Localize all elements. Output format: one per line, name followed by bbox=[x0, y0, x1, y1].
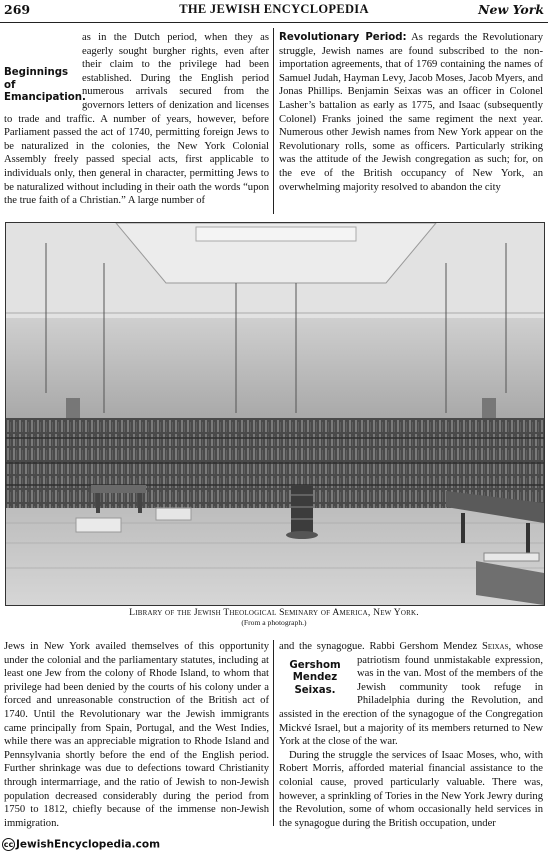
site-link[interactable]: JewishEncyclopedia.com bbox=[16, 838, 161, 851]
bottom-right-paragraph-2: During the struggle the services of Isaac Moses, who, with Robert Morris, afforded material financial assistance to the colonial cause, proved particularly valuable. There was, however, a sprinkling of Tories in the New York Jewry during the Revolution, some of whom occasionally held services in the synagogue during the British occupation, under bbox=[279, 749, 543, 829]
sidenote-beginnings-of-emancipation: Beginnings of Emancipation. bbox=[4, 67, 86, 103]
bottom-left-paragraph: Jews in New York availed themselves of this opportunity under the colonial and the parliamentary statutes, including at least one Jew from the colony of Rhode Island, to whom that privilege had been denied by the courts of his colony under a forced and unreasonable construction of the British act of 1740. Until the Revolutionary war the Jewish immigrants came principally from Spain, Portugal, and the West Indies, while there was an appreciable migration to Rhode Island and Pennsylvania shortly before the end of the English period. Further shrinkage was due to defections toward Christianity through intermarriage, and the ratio of Jewish to non-Jewish population decreased considerably during the period from 1750 to 1812, chiefly because of the immense non-Jewish immigration. bbox=[4, 641, 269, 829]
top-right-paragraph: As regards the Revolutionary struggle, Jewish names are found subscribed to the non-importation agreements, that of 1769 containing the names of Samuel Judah, Hayman Levy, Jacob Moses, Jacob Myers, and Jonas Phillips. Benjamin Seixas was an officer in Colonel Lasher’s battalion as early as 1775, and Isaac (subsequently Colonel) Franks joined the same regiment the next year. Numerous other Jewish names from New York appear on the Revolutionary rolls, some as officers. Particularly striking was the attitude of the Jewish congregation as such; for, on the eve of the British occupancy of New York, an overwhelming majority resolved to abandon the city bbox=[279, 32, 543, 193]
top-left-paragraph: as in the Dutch period, when they as eagerly sought burgher rights, even after their claim to the privilege had been established. During the English period numerous arrivals secured from the governors letters of denization and licenses to trade and traffic. A number of years, however, before Parliament passed the act of 1740, permitting foreign Jews to be naturalized in the colonies, the New York Colonial Assembly freely passed special acts, first applicable to individuals only, then general in character, permitting Jews to be naturalized without including in their oath the words “upon the true faith of a Christian.” A large number of bbox=[4, 32, 269, 207]
column-divider-top bbox=[273, 28, 274, 214]
library-photograph bbox=[5, 222, 545, 606]
page-header bbox=[0, 0, 548, 23]
bottom-right-column: and the synagogue. Rabbi Gershom Mendez Seixas Gershom Mendez Seixas. , whose patriotism found unmistakable expression, was in the van. Most of the members of the Jewish community took refuge in Philadelphia during the Revolution, and assisted in the erection of the synagogue of the Congregation Mickvé Israel, but a majority of its members returned to New York at the close of the war. During the struggle the services of Isaac Moses, who, with Robert Morris, afforded material financial assistance to the colonial cause, proved particularly valuable. There was, however, a sprinkling of Tories in the New York Jewry during the Revolution, some of whom occasionally held services in the synagogue during the British occupation, under bbox=[279, 641, 543, 829]
top-right-column bbox=[279, 31, 543, 194]
site-footer[interactable] bbox=[2, 838, 160, 851]
top-left-column bbox=[4, 31, 269, 208]
sidenote-gershom-mendez-seixas: Gershom Mendez Seixas. bbox=[289, 659, 341, 696]
section-title: New York bbox=[478, 2, 544, 17]
page-number: 269 bbox=[4, 2, 31, 17]
column-divider-bottom bbox=[273, 640, 274, 826]
running-title: THE JEWISH ENCYCLOPEDIA bbox=[179, 2, 369, 16]
runin-revolutionary-period: Revolutionary Period: bbox=[279, 32, 407, 43]
figure-credit: (From a photograph.) bbox=[241, 618, 307, 627]
figure-caption: Library of the Jewish Theological Seminary of America, New York. bbox=[129, 607, 419, 618]
creative-commons-icon: cc bbox=[3, 840, 14, 849]
library-interior-illustration bbox=[6, 223, 544, 605]
bottom-left-column bbox=[4, 640, 269, 830]
seixas-name: Seixas bbox=[482, 641, 509, 652]
